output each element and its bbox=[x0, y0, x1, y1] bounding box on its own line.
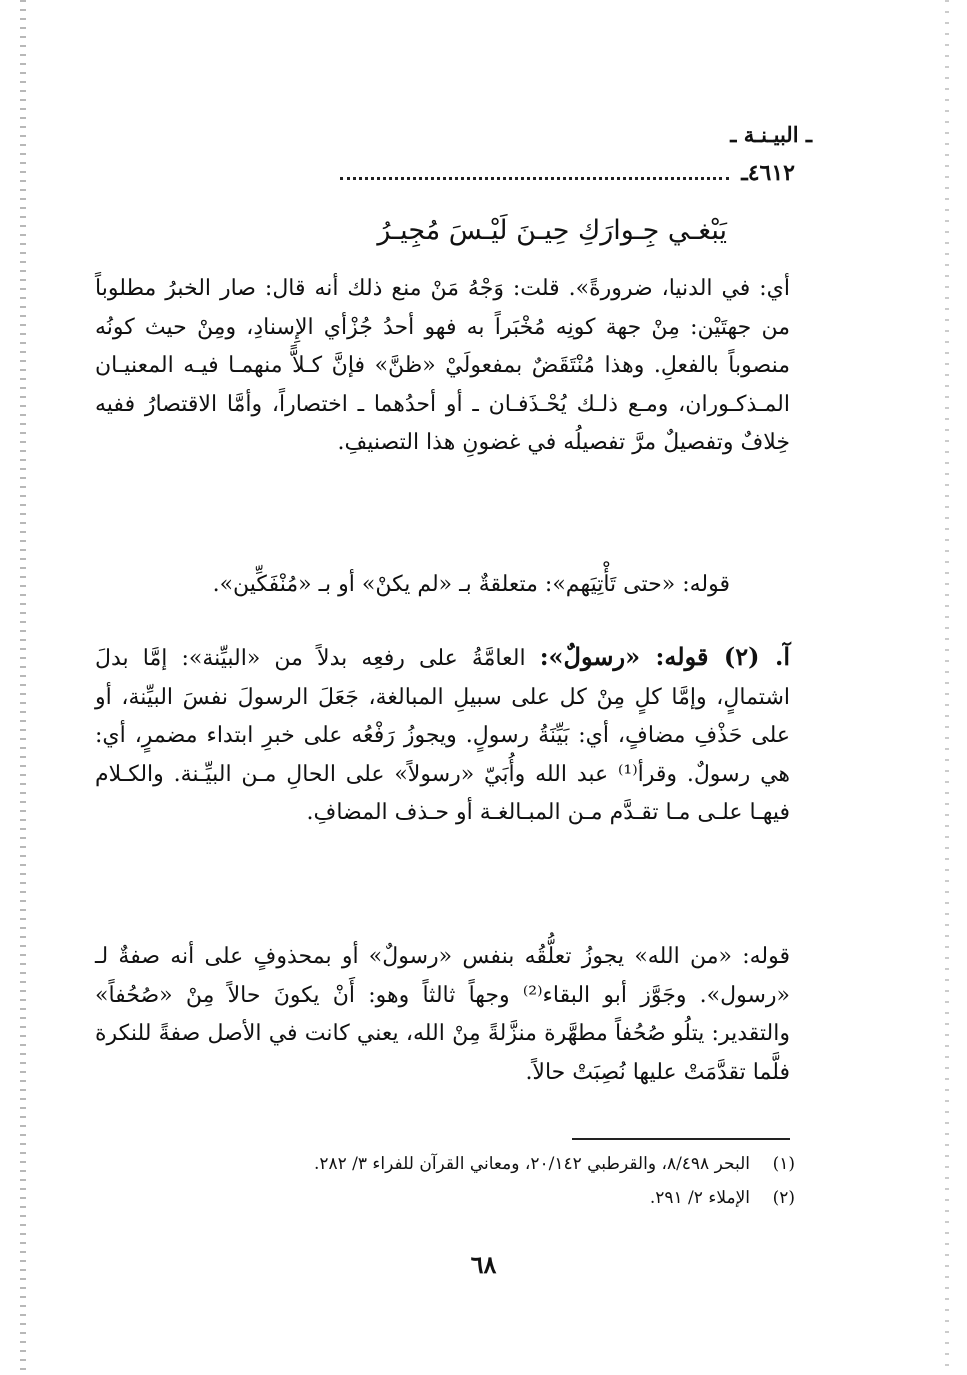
footnote-1-text: البحر ٨/٤٩٨، والقرطبي ٢٠/١٤٢، ومعاني القرآن للفراء ٣/ ٢٨٢. bbox=[313, 1154, 750, 1174]
page-number: ٦٨ bbox=[470, 1250, 497, 1279]
paragraph-1: أي: في الدنيا، ضرورةً». قلت: وَجْهُ مَنْ منع ذلك أنه قال: صار الخبرُ مطلوباً من جهتَيْن: مِنْ جهة كونِه مُخْبَراً به فهو أحدُ جُزْأي الإِسنادِ، ومِنْ حيث كونُه منصوباً بالفعلِ. وهذا مُنْتَقَضٌ بمفعولَيْ «ظنَّ» فإنَّ كـلاًّ منهمـا فيـه المعنيـان المـذكـوران، ومـع ذلـك يُحْـذَفـان ـ أو أحدُهما ـ اختصاراً، وأمَّا الاقتصارُ ففيه خِلافٌ وتفصيلٌ مرَّ تفصيلُه في غضونِ هذا التصنيفِ. bbox=[95, 276, 790, 455]
footnote-2-text: الإملاء ٢/ ٢٩١. bbox=[649, 1188, 750, 1208]
paragraph-2: قوله: «حتى تَأْتِيَهم»: متعلقةٌ بـ «لم يكنْ» أو بـ «مُنْفَكِّين». bbox=[212, 572, 730, 597]
footnote-2 bbox=[180, 1184, 795, 1212]
running-head: ـ البيـنـة ـ bbox=[730, 122, 812, 147]
scan-edge-right bbox=[945, 0, 949, 1375]
dot-leader bbox=[340, 165, 729, 180]
footnote-2-number: (٢) bbox=[772, 1188, 795, 1208]
poetry-verse: يَبْغـي جِـوارَكِ حِيـنَ لَيْـسَ مُجِيـرُ bbox=[377, 215, 727, 246]
paragraph-3-heading: آ. (٢) قوله: «رسولٌ»: bbox=[539, 642, 791, 671]
scan-edge-left bbox=[20, 0, 26, 1375]
reference-header bbox=[340, 160, 795, 186]
reference-number: ٤٦١٢ـ bbox=[741, 160, 795, 186]
paragraph-3-body: العامَّةُ على رفعِه بدلاً من «البيِّنة»: إمَّا بدلَ اشتمالٍ، وإمَّا كلٍ مِنْ كل على سبيلِ المبالغة، جَعَلَ الرسولَ نفسَ البيِّنة، أو على حَذْفِ مضافٍ، أي: بَيِّنَةُ رسولٍ. ويجوزُ رَفْعُه على خبرِ ابتداء مضمرٍ، أي: هي رسولٌ. وقرأ⁽¹⁾ عبد الله وأُبَيّ «رسولاً» على الحالِ مـن البيِّـنة. والكـلام فيهـا علـى مـا تقـدَّم مـن المبـالغـة أو حـذف المضافِ. bbox=[95, 646, 791, 825]
paragraph-4: قوله: «من الله» يجوزُ تعلُّقُه بنفس «رسولٌ» أو بمحذوفٍ على أنه صفةٌ لـ «رسول». وجَوَّز أبو البقاء⁽²⁾ وجهاً ثالثاً وهو: أَنْ يكونَ حالاً مِنْ «صُحُفاً» والتقدير: يتلُو صُحُفاً مطهَّرة منزَّلةً مِنْ الله، يعني كانت في الأصل صفةً للنكرة فلَّما تقدَّمَتْ عليها نُصِبَتْ حالاً. bbox=[95, 944, 790, 1085]
footnote-rule bbox=[572, 1138, 790, 1140]
paragraph-3 bbox=[95, 638, 790, 833]
footnote-1-number: (١) bbox=[772, 1154, 795, 1174]
footnote-1 bbox=[180, 1150, 795, 1178]
